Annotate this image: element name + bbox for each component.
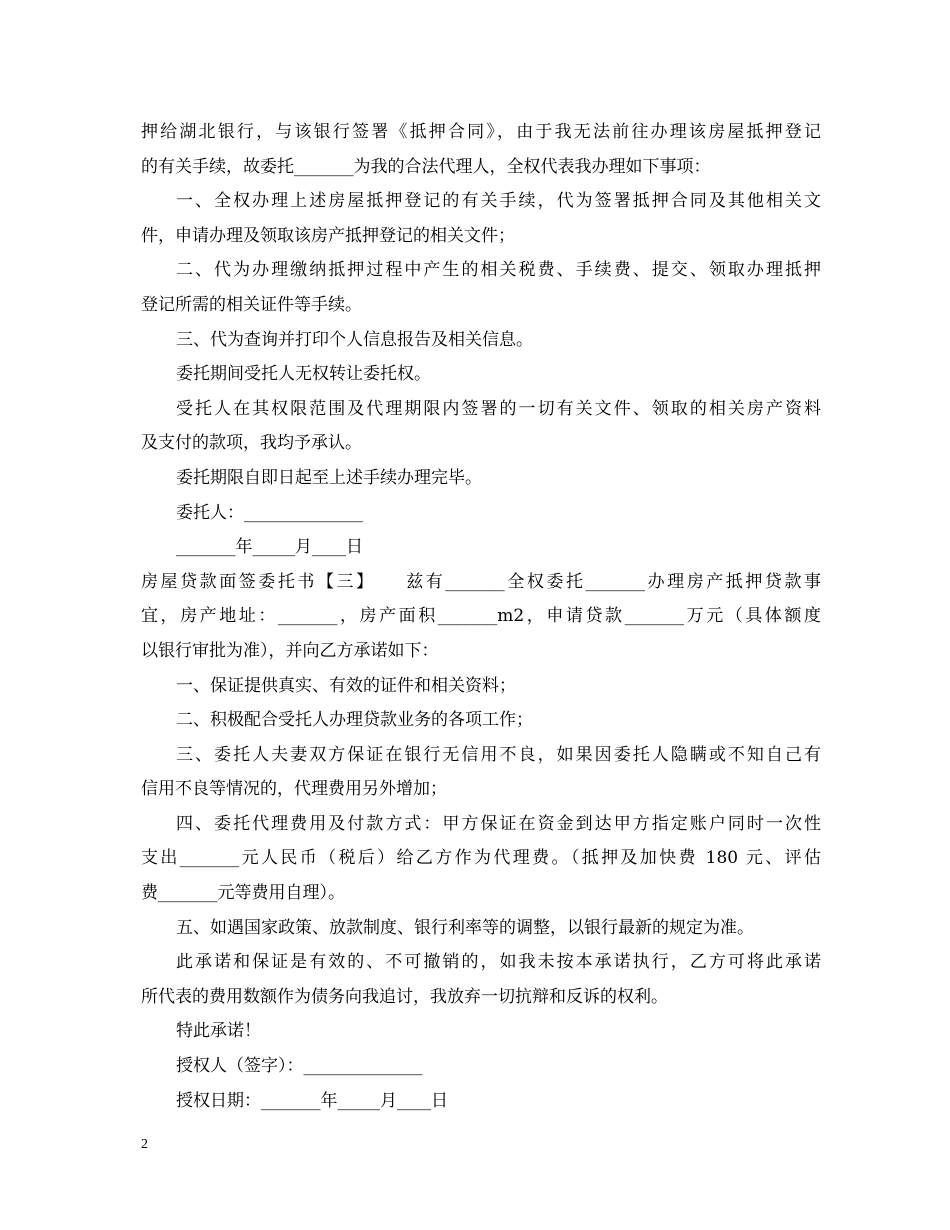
text-line: 费_______元等费用自理）。 — [141, 883, 345, 904]
text-line: 件，申请办理及领取该房产抵押登记的相关文件； — [141, 225, 515, 246]
text-line: 所代表的费用数额作为债务向我追讨，我放弃一切抗辩和反诉的权利。 — [141, 986, 668, 1007]
text-line: 特此承诺！ — [176, 1021, 261, 1042]
section-heading-line: 房屋贷款面签委托书【三】 兹有_______全权委托_______办理房产抵押贷款事 — [141, 571, 821, 592]
text-line: 三、委托人夫妻双方保证在银行无信用不良，如果因委托人隐瞒或不知自己有 — [176, 744, 821, 765]
document-body — [141, 115, 821, 1118]
signature-line: 授权人（签字）：______________ — [176, 1056, 423, 1077]
text-line: 五、如遇国家政策、放款制度、银行利率等的调整，以银行最新的规定为准。 — [176, 917, 754, 938]
text-line: 受托人在其权限范围及代理期限内签署的一切有关文件、领取的相关房产资料 — [176, 398, 821, 419]
text-line: 信用不良等情况的，代理费用另外增加； — [141, 779, 447, 800]
page-number: 2 — [141, 1137, 148, 1152]
text-line: 一、全权办理上述房屋抵押登记的有关手续，代为签署抵押合同及其他相关文 — [176, 191, 821, 212]
text-line: 二、代为办理缴纳抵押过程中产生的相关税费、手续费、提交、领取办理抵押 — [176, 260, 821, 281]
text-line: 一、保证提供真实、有效的证件和相关资料； — [176, 675, 516, 696]
date-line: 授权日期：_______年_____月____日 — [176, 1090, 448, 1111]
text-line: 宜，房产地址：_______，房产面积_______m2，申请贷款_______万元（具体额度 — [141, 606, 821, 627]
text-line: 委托期间受托人无权转让委托权。 — [176, 364, 431, 385]
text-line: 委托期限自即日起至上述手续办理完毕。 — [176, 467, 482, 488]
text-line: 登记所需的相关证件等手续。 — [141, 294, 362, 315]
text-line: 押给湖北银行，与该银行签署《抵押合同》，由于我无法前往办理该房屋抵押登记 — [141, 122, 821, 142]
text-line: 的有关手续，故委托_______为我的合法代理人，全权代表我办理如下事项： — [141, 156, 711, 177]
text-line: 以银行审批为准），并向乙方承诺如下： — [141, 640, 439, 661]
text-line: 三、代为查询并打印个人信息报告及相关信息。 — [176, 329, 533, 350]
date-line: _______年_____月____日 — [176, 537, 363, 558]
text-line: 支出_______元人民币（税后）给乙方作为代理费。（抵押及加快费 180 元、评估 — [141, 848, 821, 869]
text-line: 及支付的款项，我均予承认。 — [141, 433, 362, 454]
text-line: 此承诺和保证是有效的、不可撤销的，如我未按本承诺执行，乙方可将此承诺 — [176, 952, 821, 973]
text-line: 二、积极配合受托人办理贷款业务的各项工作； — [176, 710, 533, 731]
text-line: 四、委托代理费用及付款方式：甲方保证在资金到达甲方指定账户同时一次性 — [176, 813, 821, 834]
signature-line: 委托人：______________ — [176, 502, 363, 523]
